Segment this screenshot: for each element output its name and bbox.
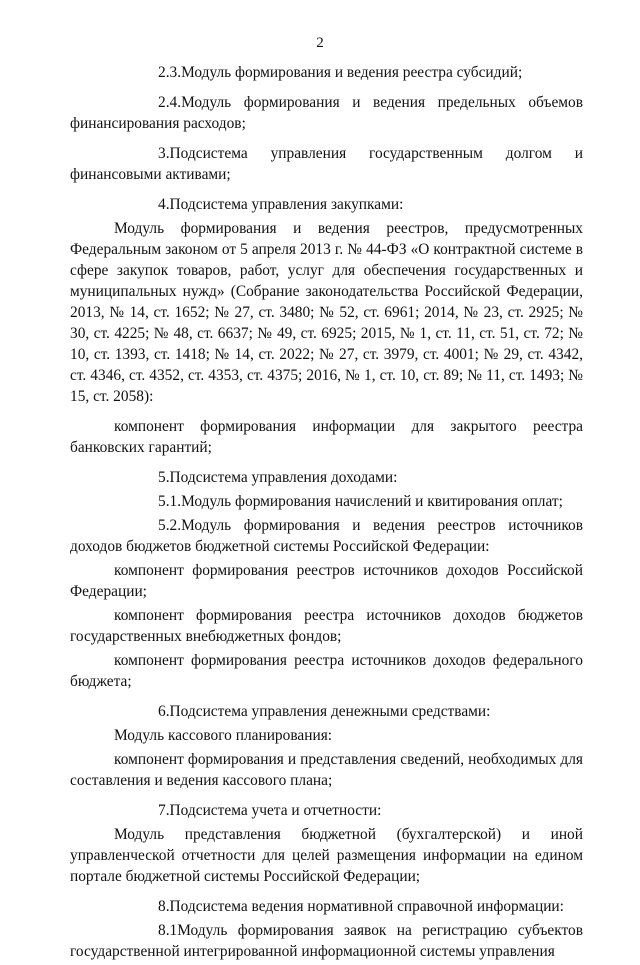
paragraph-text: Модуль представления бюджетной (бухгалтерской) и иной управленческой отчетности для целей размещения информации на едином портале бюджетной системы Российской Федерации; — [70, 826, 583, 885]
page-number: 2 — [316, 35, 324, 51]
paragraph-label: 6. — [158, 703, 170, 720]
paragraph-text: Подсистема учета и отчетности: — [169, 802, 382, 819]
paragraph-text: компонент формирования и представления сведений, необходимых для составления и ведения кассового плана; — [70, 751, 583, 789]
paragraph-3 — [70, 143, 583, 185]
paragraph-label: 7. — [158, 802, 170, 819]
paragraph-procurement-module — [70, 218, 583, 407]
paragraph-label: 5.2. — [158, 517, 182, 534]
paragraph-text: Подсистема управления денежными средствами: — [169, 703, 491, 720]
paragraph-5-1 — [70, 491, 583, 512]
paragraph-income-funds — [70, 605, 583, 647]
paragraph-8-1 — [70, 920, 583, 962]
paragraph-label: 2.3. — [158, 64, 182, 81]
paragraph-2-4 — [70, 92, 583, 134]
paragraph-label: 5.1. — [158, 493, 182, 510]
paragraph-6 — [70, 701, 583, 722]
paragraph-8 — [70, 896, 583, 917]
paragraph-label: 2.4. — [158, 94, 182, 111]
paragraph-7 — [70, 800, 583, 821]
paragraph-text: компонент формирования реестра источников доходов федерального бюджета; — [70, 652, 583, 690]
paragraph-text: Модуль кассового планирования: — [114, 727, 333, 744]
paragraph-text: Подсистема управления государственным долгом и финансовыми активами; — [70, 145, 583, 183]
paragraph-income-rf — [70, 560, 583, 602]
paragraph-text: Модуль формирования и ведения реестров, предусмотренных Федеральным законом от 5 апреля 2013 г. № 44-ФЗ «О контрактной системе в сфере закупок товаров, работ, услуг для обеспечения государственных и муниципальных нужд» (Собрание законодательства Российской Федерации, 2013, № 14, ст. 1652; № 27, ст. 3480; № 52, ст. 6961; 2014, № 23, ст. 2925; № 30, ст. 4225; № 48, ст. 6637; № 49, ст. 6925; 2015, № 1, ст. 11, ст. 51, ст. 72; № 10, ст. 1393, ст. 1418; № 14, ст. 2022; № 27, ст. 3979, ст. 4001; № 29, ст. 4342, ст. 4346, ст. 4352, ст. 4353, ст. 4375; 2016, № 1, ст. 10, ст. 89; № 11, ст. 1493; № 15, ст. 2058): — [70, 220, 583, 405]
paragraph-text: компонент формирования информации для закрытого реестра банковских гарантий; — [70, 418, 583, 456]
paragraph-text: компонент формирования реестра источников доходов бюджетов государственных внебюджетных фондов; — [70, 607, 583, 645]
paragraph-text: Модуль формирования начислений и квитирования оплат; — [181, 493, 563, 510]
paragraph-5 — [70, 467, 583, 488]
paragraph-text: Модуль формирования и ведения реестров источников доходов бюджетов бюджетной системы Российской Федерации: — [70, 517, 583, 555]
paragraph-text: Модуль формирования и ведения предельных объемов финансирования расходов; — [70, 94, 583, 132]
paragraph-text: Подсистема ведения нормативной справочной информации: — [169, 898, 564, 915]
paragraph-text: Модуль формирования и ведения реестра субсидий; — [181, 64, 523, 81]
paragraph-text: Подсистема управления закупками: — [169, 196, 404, 213]
paragraph-label: 3. — [158, 145, 170, 162]
document-body — [70, 62, 583, 965]
paragraph-cash-module — [70, 725, 583, 746]
paragraph-4 — [70, 194, 583, 215]
paragraph-5-2 — [70, 515, 583, 557]
paragraph-label: 8.1 — [158, 922, 178, 939]
paragraph-bank-guarantees — [70, 416, 583, 458]
paragraph-2-3 — [70, 62, 583, 83]
paragraph-text: Модуль формирования заявок на регистрацию субъектов государственной интегрированной информационной системы управления — [70, 922, 583, 960]
paragraph-text: Подсистема управления доходами: — [169, 469, 398, 486]
paragraph-text: компонент формирования реестров источников доходов Российской Федерации; — [70, 562, 583, 600]
paragraph-reporting-module — [70, 824, 583, 887]
paragraph-cash-plan — [70, 749, 583, 791]
paragraph-label: 8. — [158, 898, 170, 915]
paragraph-label: 5. — [158, 469, 170, 486]
paragraph-income-federal — [70, 650, 583, 692]
paragraph-label: 4. — [158, 196, 170, 213]
